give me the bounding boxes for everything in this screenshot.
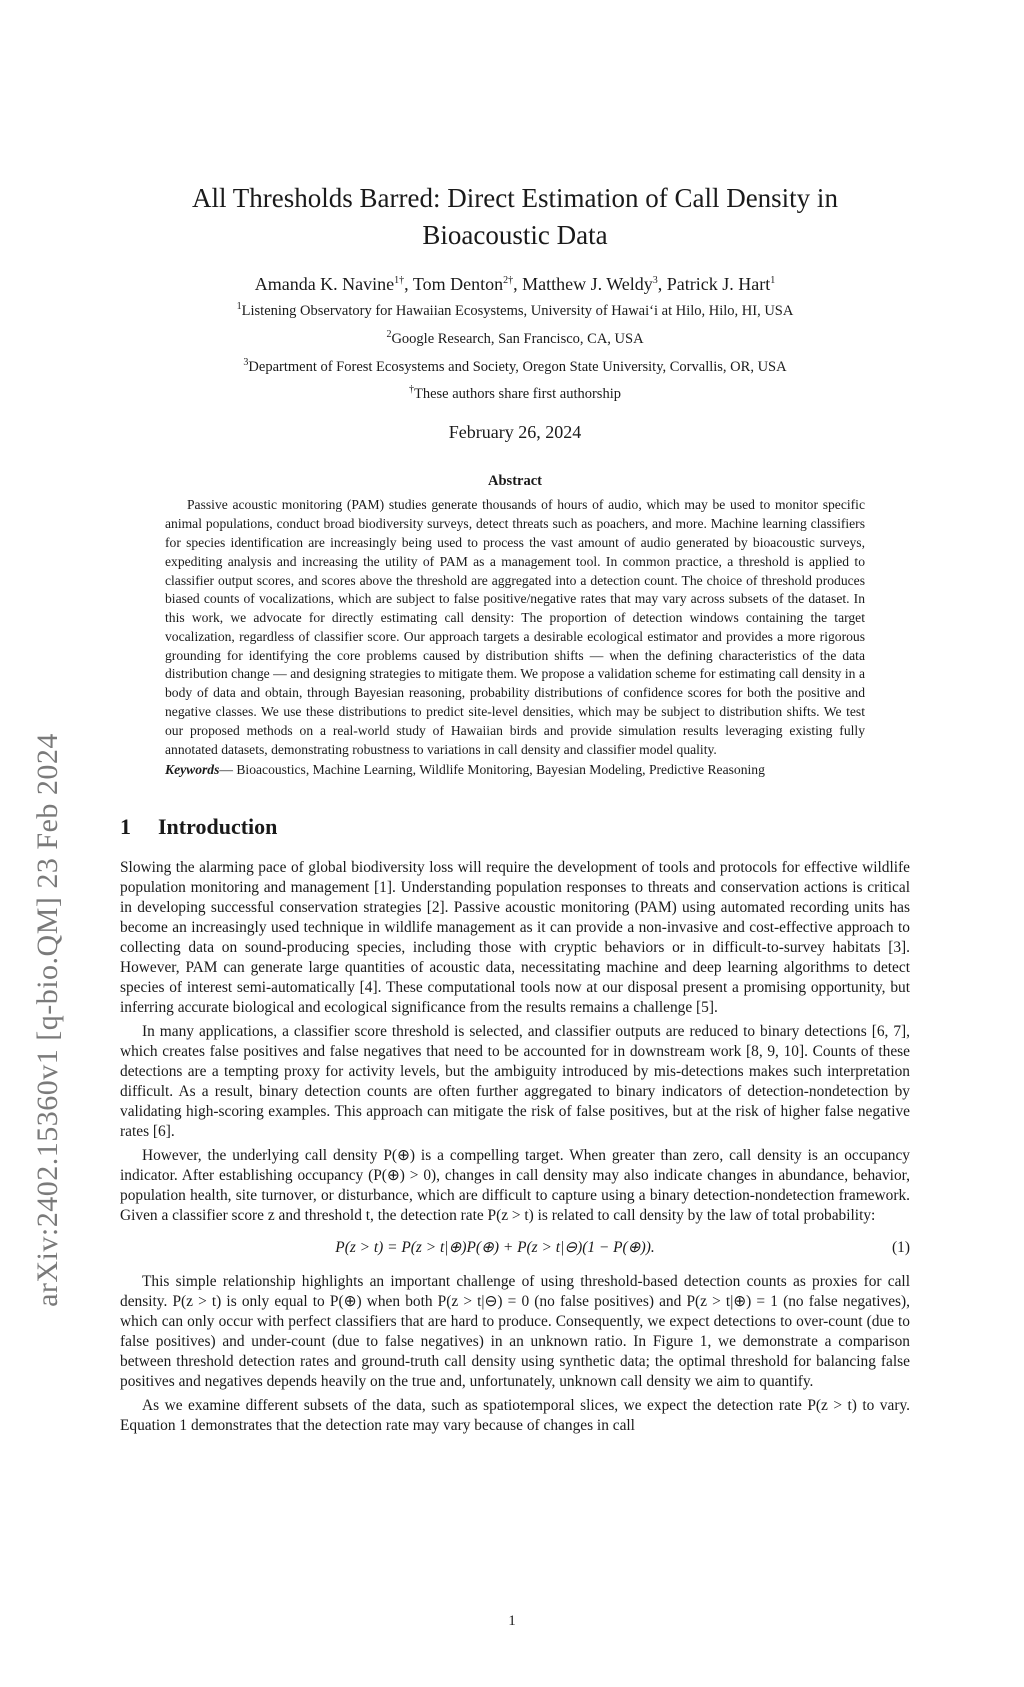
publication-date: February 26, 2024 xyxy=(448,422,582,443)
section-title: Introduction xyxy=(158,814,278,840)
author-list: Amanda K. Navine$^{1\dagger}$, Tom Denton$^{2\dagger}$, Matthew J. Weldy$^3$, Patrick J. Hart$^1$ xyxy=(254,274,776,294)
abstract-heading: Abstract xyxy=(488,473,542,490)
paragraph: In many applications, a classifier score threshold is selected, and classifier outputs are reduced to binary detections [6, 7], which creates false positives and false negatives that need to be accounted for in downstream work [8, 9, 10]. Counts of these detections are a tempting proxy for activity levels, but the ambiguity introduced by mis-detections makes such interpretation difficult. As a result, binary detection counts are often further aggregated to binary indicators of detection-nondetection by validating high-scoring examples. This approach can mitigate the risk of false positives, but at the risk of higher false negative rates [6]. xyxy=(120,1023,910,1141)
affiliations xyxy=(120,295,910,406)
paragraph: As we examine different subsets of the data, such as spatiotemporal slices, we expect the detection rate P(z > t) to vary. Equation 1 demonstrates that the detection rate may vary because of changes in call xyxy=(120,1397,910,1435)
affiliation: $^1$Listening Observatory for Hawaiian Ecosystems, University of Hawai‘i at Hilo, Hilo, HI, USA xyxy=(236,301,794,319)
arxiv-identifier: arXiv:2402.15360v1 [q-bio.QM] 23 Feb 2024 xyxy=(31,733,64,1307)
author: Amanda K. Navine$^{1\dagger}$ xyxy=(254,274,405,294)
section-heading-introduction xyxy=(120,814,910,840)
author: Matthew J. Weldy$^3$ xyxy=(522,274,658,294)
equation-1 xyxy=(120,1238,910,1258)
paragraph: This simple relationship highlights an important challenge of using threshold-based detection counts as proxies for call density. P(z > t) is only equal to P(⊕) when both P(z > t|⊖) = 0 (no false positives) and P(z > t|⊕) = 1 (no false negatives), which can only occur with perfect classifiers that are hard to produce. Consequently, we expect detections to over-count (due to false positives) and under-count (due to false negatives) in an unknown ratio. In Figure 1, we demonstrate a comparison between threshold detection rates and ground-truth call density using synthetic data; the optimal threshold for balancing false positives and negatives depends heavily on the true and, unfortunately, unknown call density we aim to quantify. xyxy=(120,1273,910,1391)
arxiv-stamp xyxy=(28,700,68,1340)
author: Tom Denton$^{2\dagger}$ xyxy=(412,274,514,294)
affiliation: $^3$Department of Forest Ecosystems and Society, Oregon State University, Corvallis, OR, USA xyxy=(243,356,787,375)
abstract-text: Passive acoustic monitoring (PAM) studies generate thousands of hours of audio, which may be used to monitor specific animal populations, conduct broad biodiversity surveys, detect threats such as poachers, and more. Machine learning classifiers for species identification are increasingly being used to process the vast amount of audio generated by bioacoustic surveys, expediting analysis and increasing the utility of PAM as a management tool. In common practice, a threshold is applied to classifier output scores, and scores above the threshold are aggregated into a detection count. The choice of threshold produces biased counts of vocalizations, which are subject to false positive/negative rates that may vary across subsets of the dataset. In this work, we advocate for directly estimating call density: The proportion of detection windows containing the target vocalization, regardless of classifier score. Our approach targets a desirable ecological estimator and provides a more rigorous grounding for identifying the core problems caused by distribution shifts — when the defining characteristics of the data distribution change — and designing strategies to mitigate them. We propose a validation scheme for estimating call density in a body of data and obtain, through Bayesian reasoning, probability distributions of confidence scores for both the positive and negative classes. We use these distributions to predict site-level densities, which may be subject to distribution shifts. We test our proposed methods on a real-world study of Hawaiian birds and provide simulation results leveraging existing fully annotated datasets, demonstrating robustness to variations in call density and classifier model quality. xyxy=(165,497,865,757)
keywords-label: Keywords xyxy=(165,762,220,778)
paragraph: Slowing the alarming pace of global biodiversity loss will require the development of tools and protocols for effective wildlife population monitoring and management [1]. Understanding population responses to threats and conservation actions is critical in developing successful conservation strategies [2]. Passive acoustic monitoring (PAM) using automated recording units has become an increasingly used technique in wildlife management as it can provide a non-invasive and cost-effective approach to collecting data on sound-producing species, including those with cryptic behaviors or in difficult-to-survey habitats [3]. However, PAM can generate large quantities of acoustic data, necessitating machine and deep learning algorithms to detect species of interest semi-automatically [4]. These computational tools now at our disposal present a promising opportunity, but inferring accurate biological and ecological significance from the results remains a challenge [5]. xyxy=(120,859,910,1017)
affiliation-note: †These authors share first authorship xyxy=(409,384,621,403)
section-number: 1 xyxy=(120,814,131,840)
affiliation: $^2$Google Research, San Francisco, CA, USA xyxy=(386,328,644,347)
paper-page xyxy=(120,180,910,1440)
keywords xyxy=(165,761,865,780)
paragraph: However, the underlying call density P(⊕) is a compelling target. When greater than zero, call density is an occupancy indicator. After establishing occupancy (P(⊕) > 0), changes in call density may also indicate changes in abundance, behavior, population health, site turnover, or disturbance, which are difficult to capture using a binary detection-nondetection framework. Given a classifier score z and threshold t, the detection rate P(z > t) is related to call density by the law of total probability: xyxy=(120,1147,910,1225)
page-number: 1 xyxy=(508,1613,516,1629)
author: Patrick J. Hart$^1$ xyxy=(666,274,776,294)
introduction-body xyxy=(120,858,910,1436)
equation-formula: P(z > t) = P(z > t|⊕)P(⊕) + P(z > t|⊖)(1 − P(⊕)). xyxy=(335,1239,655,1257)
abstract-section xyxy=(165,473,865,780)
paper-title: All Thresholds Barred: Direct Estimation of Call Density in Bioacoustic Data xyxy=(192,183,838,250)
keywords-text: — Bioacoustics, Machine Learning, Wildlife Monitoring, Bayesian Modeling, Predictive Reasoning xyxy=(219,762,765,778)
equation-number: (1) xyxy=(892,1239,910,1257)
